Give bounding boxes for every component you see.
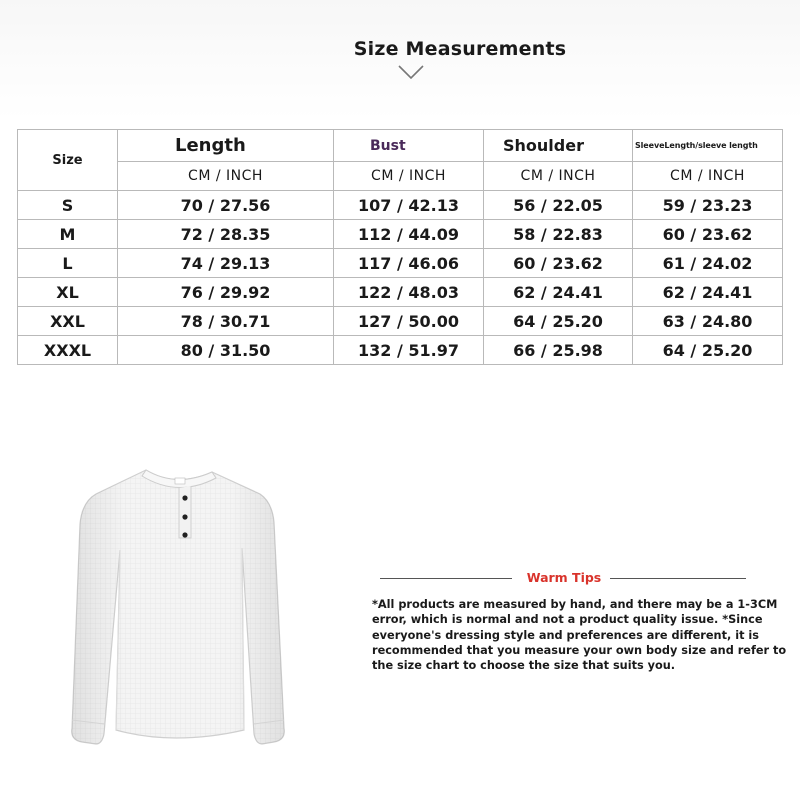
table-row xyxy=(18,307,783,336)
length-cell: 78 / 30.71 xyxy=(118,307,334,336)
length-cell: 70 / 27.56 xyxy=(118,191,334,220)
shoulder-cell: 60 / 23.62 xyxy=(484,249,633,278)
table-header-row xyxy=(18,130,783,162)
table-unit-row xyxy=(18,162,783,191)
bust-cell: 132 / 51.97 xyxy=(334,336,484,365)
size-cell: S xyxy=(18,191,118,220)
sleeve-cell: 59 / 23.23 xyxy=(633,191,783,220)
warm-tips-text: *All products are measured by hand, and there may be a 1-3CM error, which is normal and not a product quality issue. *Since everyone's dressing style and preferences are different, it is recommended that you measure your own body size and refer to the size chart to choose the size that suits you. xyxy=(372,598,787,673)
unit-label: CM / INCH xyxy=(118,162,334,191)
length-cell: 72 / 28.35 xyxy=(118,220,334,249)
sleeve-cell: 60 / 23.62 xyxy=(633,220,783,249)
shoulder-cell: 62 / 24.41 xyxy=(484,278,633,307)
shoulder-cell: 58 / 22.83 xyxy=(484,220,633,249)
length-cell: 74 / 29.13 xyxy=(118,249,334,278)
bust-cell: 117 / 46.06 xyxy=(334,249,484,278)
page-title: Size Measurements xyxy=(353,38,567,60)
sleeve-cell: 62 / 24.41 xyxy=(633,278,783,307)
bust-cell: 127 / 50.00 xyxy=(334,307,484,336)
shoulder-cell: 56 / 22.05 xyxy=(484,191,633,220)
size-cell: L xyxy=(18,249,118,278)
tips-divider-right xyxy=(610,578,746,579)
bust-column-header: Bust xyxy=(334,130,484,162)
bust-cell: 112 / 44.09 xyxy=(334,220,484,249)
size-column-header: Size xyxy=(18,130,118,191)
size-cell: M xyxy=(18,220,118,249)
table-row xyxy=(18,278,783,307)
header-background xyxy=(0,0,800,120)
bust-cell: 107 / 42.13 xyxy=(334,191,484,220)
bust-cell: 122 / 48.03 xyxy=(334,278,484,307)
length-cell: 80 / 31.50 xyxy=(118,336,334,365)
unit-label: CM / INCH xyxy=(633,162,783,191)
table-row xyxy=(18,191,783,220)
chevron-down-icon xyxy=(398,64,424,80)
sleeve-cell: 63 / 24.80 xyxy=(633,307,783,336)
warm-tips-title: Warm Tips xyxy=(526,570,602,585)
shoulder-column-header: Shoulder xyxy=(484,130,633,162)
shoulder-cell: 66 / 25.98 xyxy=(484,336,633,365)
unit-label: CM / INCH xyxy=(484,162,633,191)
size-chart-table xyxy=(17,129,783,365)
length-column-header: Length xyxy=(118,130,334,162)
sleeve-length-column-header: SleeveLength/sleeve length xyxy=(633,130,783,162)
table-row xyxy=(18,249,783,278)
shoulder-cell: 64 / 25.20 xyxy=(484,307,633,336)
length-cell: 76 / 29.92 xyxy=(118,278,334,307)
table-row xyxy=(18,336,783,365)
table-row xyxy=(18,220,783,249)
sleeve-cell: 64 / 25.20 xyxy=(633,336,783,365)
size-cell: XXL xyxy=(18,307,118,336)
size-cell: XL xyxy=(18,278,118,307)
sleeve-cell: 61 / 24.02 xyxy=(633,249,783,278)
product-shirt-image xyxy=(60,458,292,798)
size-cell: XXXL xyxy=(18,336,118,365)
tips-divider-left xyxy=(380,578,512,579)
unit-label: CM / INCH xyxy=(334,162,484,191)
